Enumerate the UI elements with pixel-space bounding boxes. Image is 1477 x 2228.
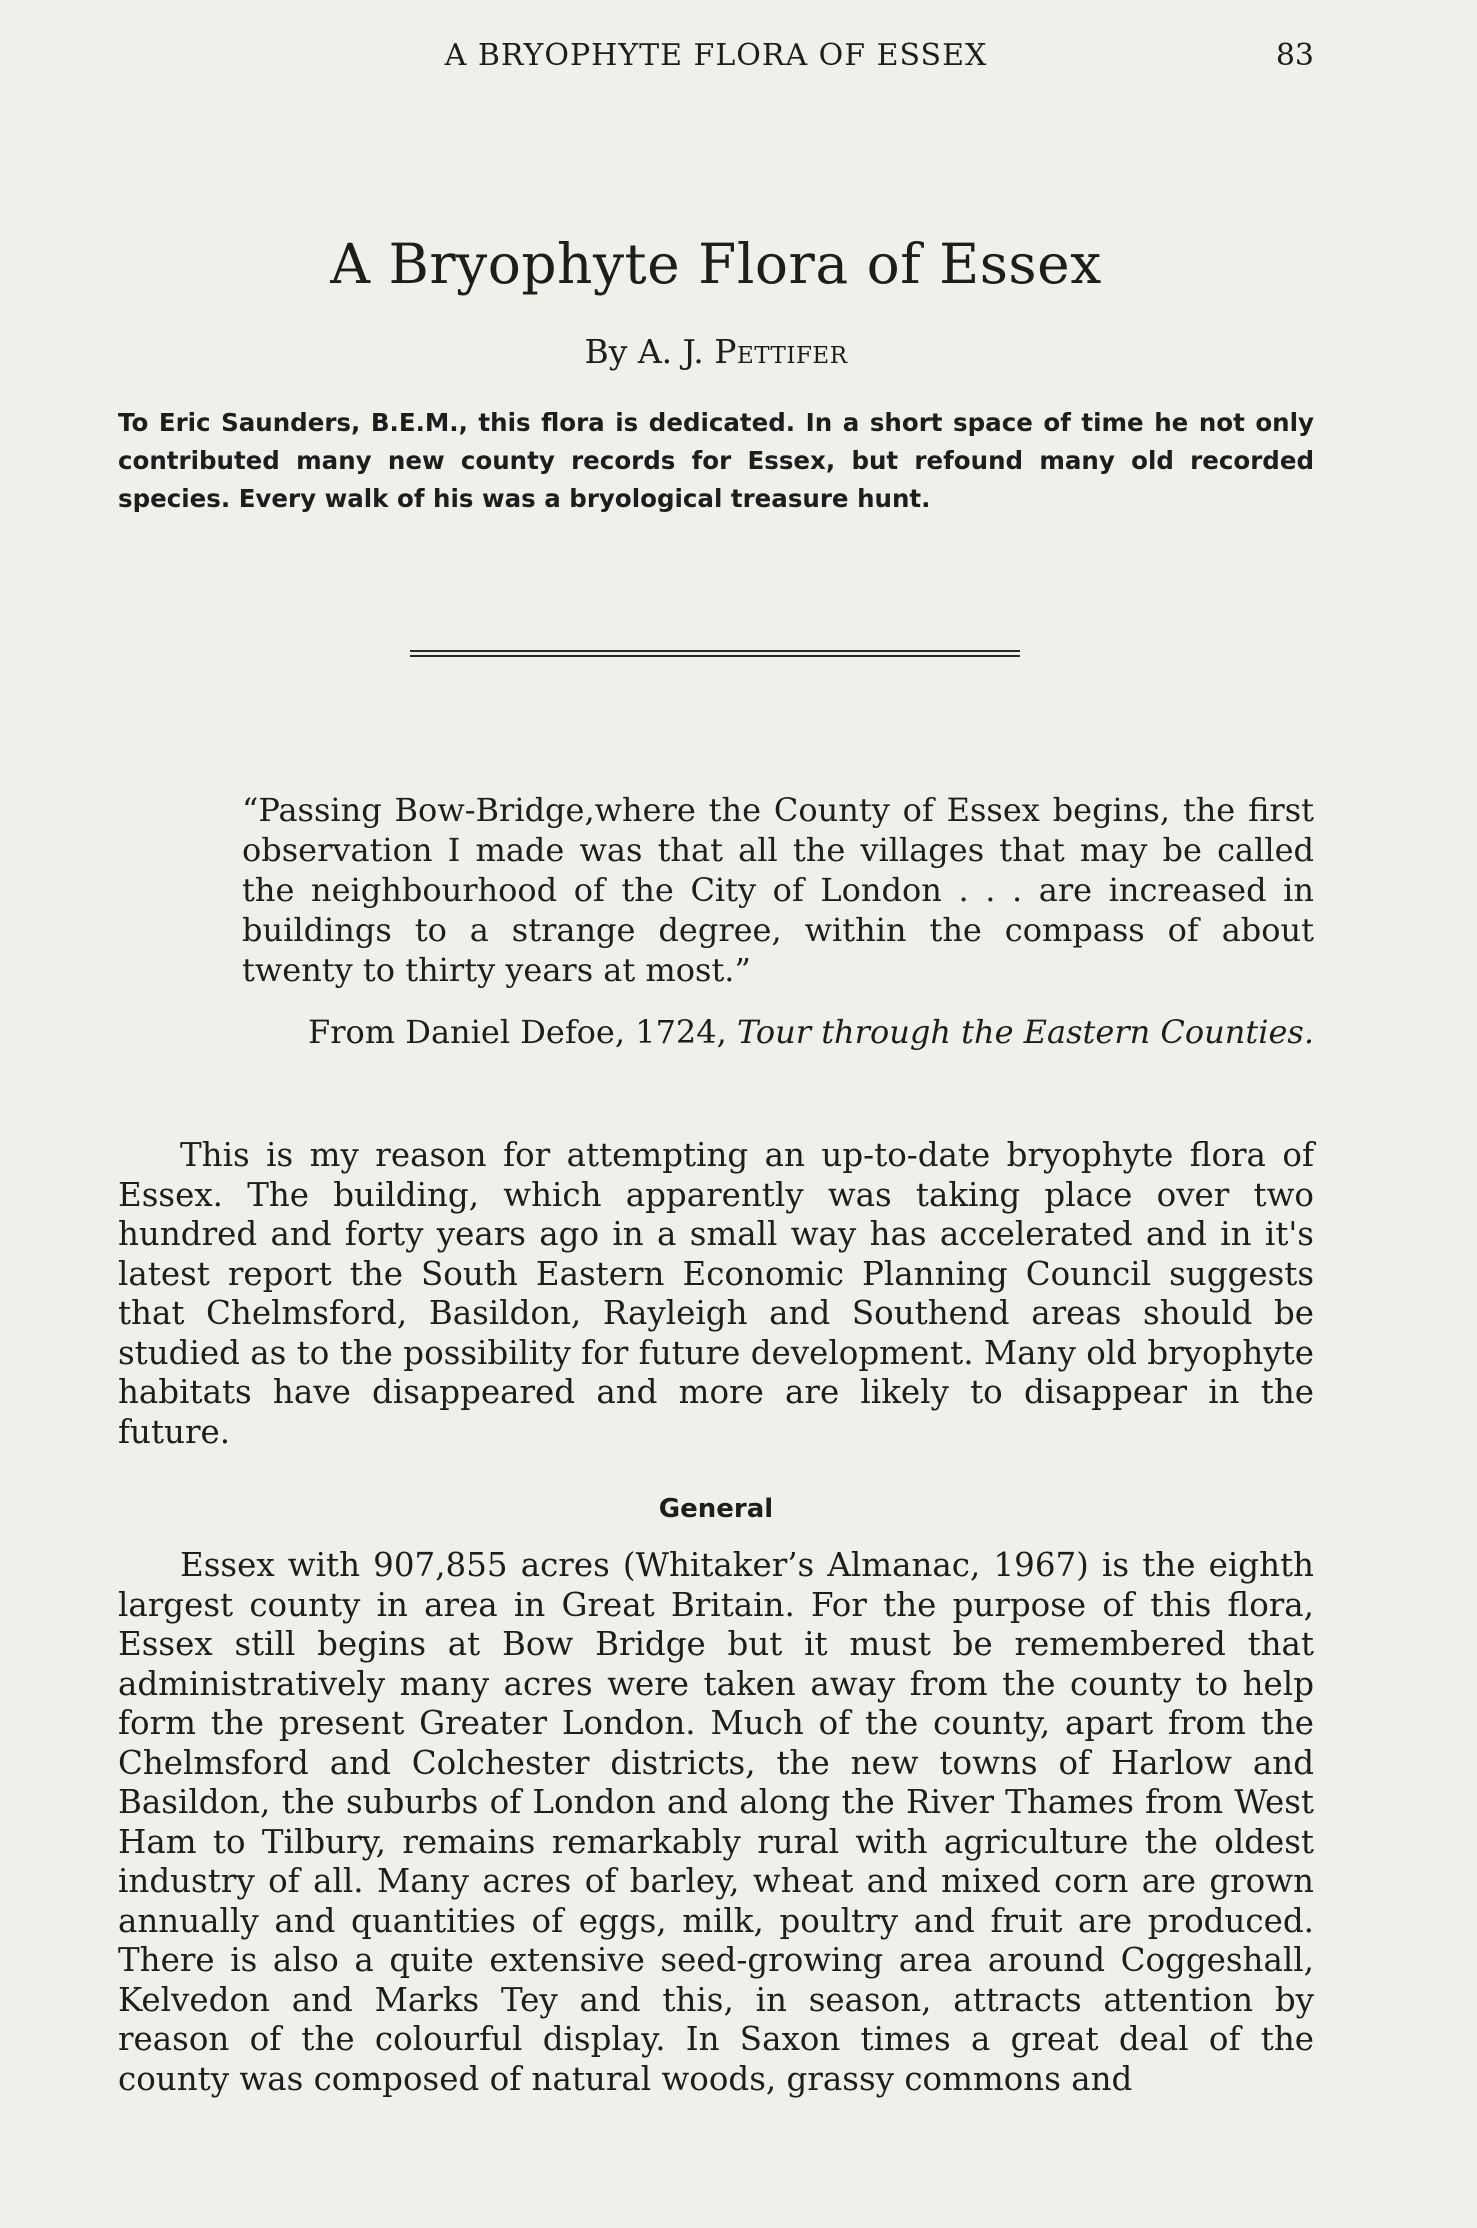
double-rule-divider [410, 650, 1020, 657]
epigraph-source [242, 1012, 1314, 1052]
article-title: A Bryophyte Flora of Essex [330, 232, 1102, 296]
epigraph-quote: “Passing Bow-Bridge,where the County of Essex begins, the first observation I made was that all the villages that may be called the neighbourhood of the City of London . . . are increased in buildings to a strange degree, within the compass of about twenty to thirty years at most.” [242, 791, 1314, 989]
dedication: To Eric Saunders, B.E.M., this flora is dedicated. In a short space of time he not only contributed many new county records for Essex, but refound many old recorded species. Every walk of his was a bryological treasure hunt. [118, 408, 1314, 513]
paragraph-text: This is my reason for attempting an up-to-date bryophyte flora of Essex. The building, which apparently was taking place over two hundred and forty years ago in a small way has accelerated and in it's latest report the South Eastern Economic Planning Council suggests that Chelmsford, Basildon, Rayleigh and Southend areas should be studied as to the possibility for future development. Many old bryophyte habitats have disappeared and more are likely to disappear in the future. [118, 1136, 1314, 1451]
page-number: 83 [1275, 38, 1314, 73]
body-paragraph-2 [118, 1546, 1314, 2099]
running-head [118, 38, 1314, 78]
section-heading-general: General [658, 1494, 774, 1524]
byline-prefix: By A. J. [584, 332, 715, 371]
source-title: Tour through the Eastern Counties. [736, 1013, 1314, 1051]
source-prefix: From Daniel Defoe, 1724, [308, 1013, 737, 1051]
body-paragraph-1 [118, 1136, 1314, 1452]
author-name: Pettifer [714, 332, 848, 371]
paragraph-text: Essex with 907,855 acres (Whitaker’s Almanac, 1967) is the eighth largest county in area in Great Britain. For the purpose of this flora, Essex still begins at Bow Bridge but it must be remembered that administratively many acres were taken away from the county to help form the present Greater London. Much of the county, apart from the Chelmsford and Colchester districts, the new towns of Harlow and Basildon, the suburbs of London and along the River Thames from West Ham to Tilbury, remains remarkably rural with agriculture the oldest industry of all. Many acres of barley, wheat and mixed corn are grown annually and quantities of eggs, milk, poultry and fruit are produced. There is also a quite extensive seed-growing area around Coggeshall, Kelvedon and Marks Tey and this, in season, attracts attention by reason of the colourful display. In Saxon times a great deal of the county was composed of natural woods, grassy commons and [118, 1546, 1314, 2098]
byline [118, 332, 1314, 371]
running-title: A BRYOPHYTE FLORA OF ESSEX [444, 38, 988, 73]
